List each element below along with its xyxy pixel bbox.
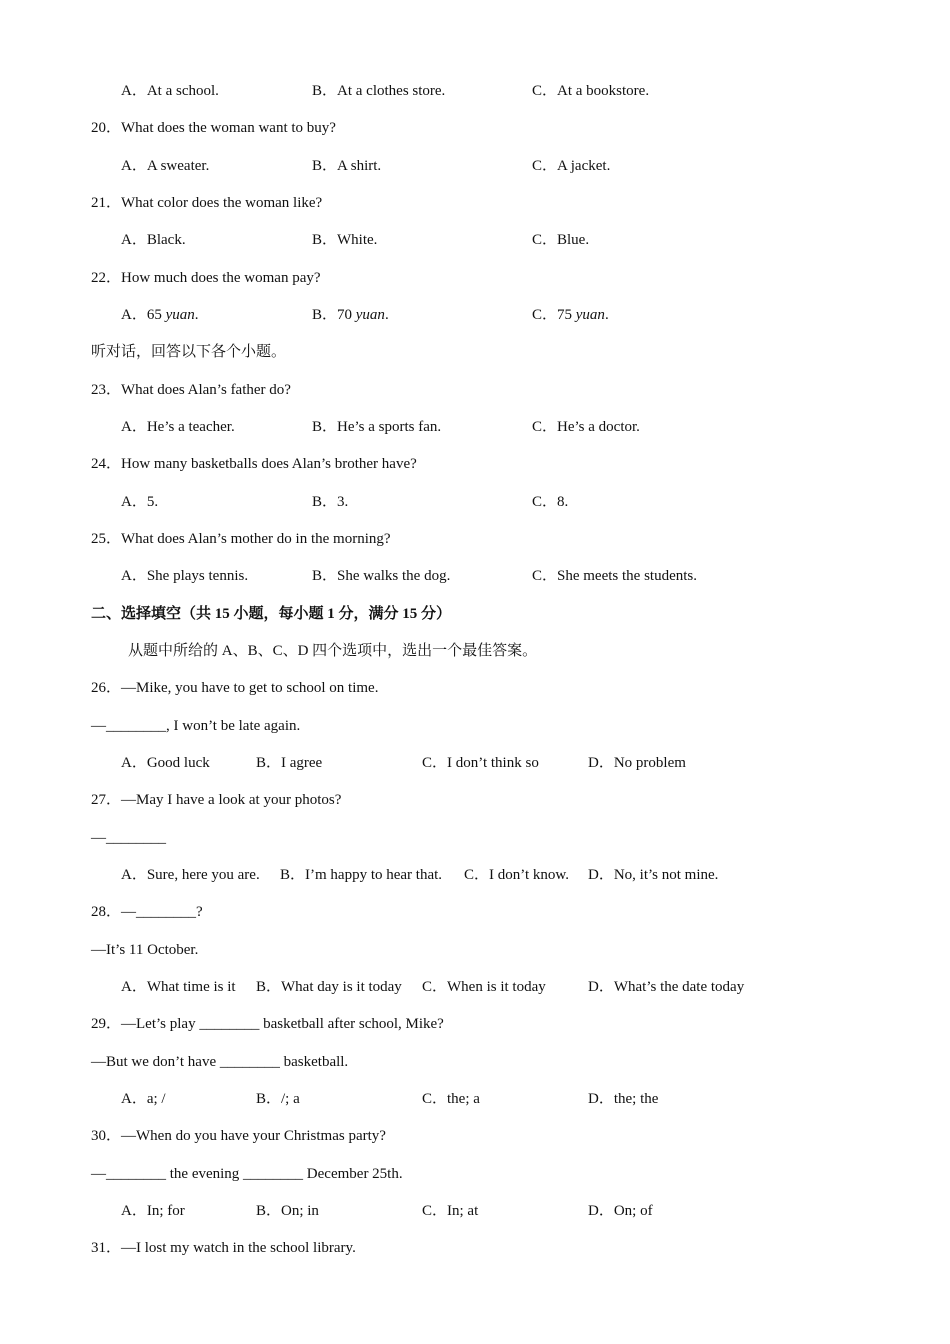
q24-question: 24．How many basketballs does Alan’s brother have?: [91, 456, 417, 472]
section2-title: 二、选择填空（共 15 小题，每小题 1 分，满分 15 分）: [91, 606, 452, 622]
q29-option-c: C．the; a: [422, 1091, 480, 1107]
q26-line1: 26．—Mike, you have to get to school on time.: [91, 680, 379, 696]
q26-option-d: D．No problem: [588, 755, 686, 771]
q26-option-c: C．I don’t think so: [422, 755, 539, 771]
section2-instruction: 从题中所给的 A、B、C、D 四个选项中，选出一个最佳答案。: [128, 643, 538, 659]
q30-option-a: A．In; for: [121, 1203, 185, 1219]
q29-option-a: A．a; /: [121, 1091, 166, 1107]
q20-option-a: A．A sweater.: [121, 158, 210, 174]
q27-option-d: D．No, it’s not mine.: [588, 867, 719, 883]
listen-instruction: 听对话，回答以下各个小题。: [91, 344, 287, 360]
q23-option-a: A．He’s a teacher.: [121, 419, 235, 435]
q28-option-d: D．What’s the date today: [588, 979, 745, 995]
q27-option-b: B．I’m happy to hear that.: [280, 867, 443, 883]
q28-line2: —It’s 11 October.: [91, 942, 199, 958]
q19-option-c: C．At a bookstore.: [532, 83, 650, 99]
q30-option-b: B．On; in: [256, 1203, 319, 1219]
q27-line1: 27．—May I have a look at your photos?: [91, 792, 342, 808]
q19-option-b: B．At a clothes store.: [312, 83, 446, 99]
q27-option-a: A．Sure, here you are.: [121, 867, 260, 883]
q26-option-b: B．I agree: [256, 755, 323, 771]
q21-option-c: C．Blue.: [532, 232, 590, 248]
q29-option-b: B．/; a: [256, 1091, 300, 1107]
q28-option-c: C．When is it today: [422, 979, 546, 995]
q20-question: 20．What does the woman want to buy?: [91, 120, 336, 136]
q28-line1: 28．—________?: [91, 904, 203, 920]
q29-line2: —But we don’t have ________ basketball.: [91, 1054, 349, 1070]
q21-option-b: B．White.: [312, 232, 378, 248]
q25-option-c: C．She meets the students.: [532, 568, 697, 584]
q23-option-b: B．He’s a sports fan.: [312, 419, 442, 435]
q28-option-b: B．What day is it today: [256, 979, 402, 995]
q23-option-c: C．He’s a doctor.: [532, 419, 640, 435]
q30-line1: 30．—When do you have your Christmas party?: [91, 1128, 386, 1144]
q25-option-b: B．She walks the dog.: [312, 568, 451, 584]
q21-question: 21．What color does the woman like?: [91, 195, 323, 211]
q24-option-a: A．5.: [121, 494, 159, 510]
q24-option-b: B．3.: [312, 494, 349, 510]
q30-option-c: C．In; at: [422, 1203, 479, 1219]
q20-option-b: B．A shirt.: [312, 158, 382, 174]
q31-line1: 31．—I lost my watch in the school library.: [91, 1240, 356, 1256]
q19-option-a: A．At a school.: [121, 83, 219, 99]
q29-option-d: D．the; the: [588, 1091, 659, 1107]
q20-option-c: C．A jacket.: [532, 158, 611, 174]
q22-question: 22．How much does the woman pay?: [91, 270, 321, 286]
q25-option-a: A．She plays tennis.: [121, 568, 249, 584]
q21-option-a: A．Black.: [121, 232, 186, 248]
q26-option-a: A．Good luck: [121, 755, 210, 771]
q25-question: 25．What does Alan’s mother do in the morning?: [91, 531, 391, 547]
q24-option-c: C．8.: [532, 494, 569, 510]
q30-line2: —________ the evening ________ December 25th.: [91, 1166, 403, 1182]
q29-line1: 29．—Let’s play ________ basketball after school, Mike?: [91, 1016, 444, 1032]
q22-option-b: B．70 yuan.: [312, 307, 389, 323]
q30-option-d: D．On; of: [588, 1203, 653, 1219]
q27-option-c: C．I don’t know.: [464, 867, 570, 883]
q26-line2: —________, I won’t be late again.: [91, 718, 301, 734]
q28-option-a: A．What time is it: [121, 979, 236, 995]
q27-line2: —________: [91, 830, 166, 846]
q22-option-a: A．65 yuan.: [121, 307, 199, 323]
q23-question: 23．What does Alan’s father do?: [91, 382, 291, 398]
q22-option-c: C．75 yuan.: [532, 307, 609, 323]
